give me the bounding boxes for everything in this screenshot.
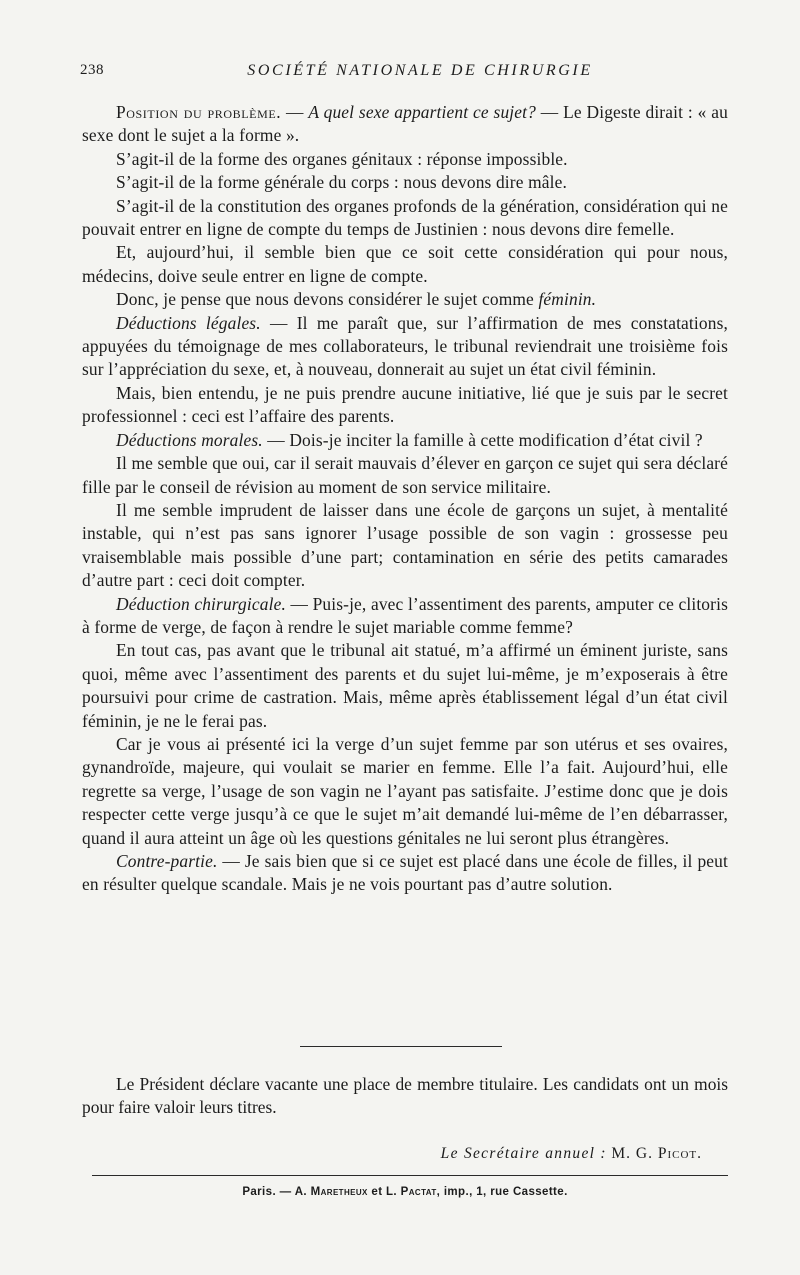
paragraph: Et, aujourd’hui, il semble bien que ce soit cette considération qui pour nous, médecins, doive seule entrer en ligne de compte. <box>82 242 728 286</box>
paragraph <box>82 101 728 148</box>
imprint-prefix: Paris. — A. <box>242 1186 311 1198</box>
italic-term: féminin. <box>538 289 597 310</box>
paragraph-text: — Le Digeste dirait : « au sexe dont le sujet a la forme ». <box>82 102 728 146</box>
paragraph: Il me semble que oui, car il serait mauvais d’élever en garçon ce sujet qui sera déclaré fille par le conseil de révision au moment de son service militaire. <box>82 453 728 497</box>
section-divider <box>300 1046 502 1047</box>
paragraph-text: — Dois-je inciter la famille à cette modification d’état civil ? <box>262 429 703 450</box>
paragraph <box>82 288 728 311</box>
paragraph: S’agit-il de la forme des organes génitaux : réponse impossible. <box>116 148 568 169</box>
paragraph <box>82 850 728 897</box>
paragraph <box>82 429 728 452</box>
footer-rule <box>92 1175 728 1176</box>
dash-separator: — <box>281 102 309 122</box>
signature-name: M. G. Picot. <box>611 1145 702 1162</box>
section-heading: Déductions morales. <box>116 429 263 450</box>
paragraph: S’agit-il de la constitution des organes profonds de la génération, considération qui ne pouvait entrer en ligne de compte du temps de Justinien : nous devons dire femelle. <box>82 195 728 240</box>
announcement <box>82 1073 728 1120</box>
running-title: SOCIÉTÉ NATIONALE DE CHIRURGIE <box>247 62 593 79</box>
italic-question: A quel sexe appartient ce sujet? <box>308 102 536 122</box>
body-text <box>82 101 728 897</box>
printer-imprint <box>82 1186 728 1198</box>
signature-role: Le Secrétaire annuel : <box>440 1145 607 1162</box>
running-header <box>80 62 720 86</box>
section-heading: Déductions légales. <box>116 312 261 333</box>
paragraph: Car je vous ai présenté ici la verge d’un sujet femme par son utérus et ses ovaires, gynandroïde, majeure, qui voulait se marier en femme. Elle l’a fait. Aujourd’hui, elle regrette sa verge, l’usage de son vagin ne l’ayant pas satisfaite. J’estime donc que je dois respecter cette verge jusqu’à ce que le sujet m’ait demandé lui-même de l’en débarrasser, quand il aura atteint un âge où les questions génitales ne lui seront plus étrangères. <box>82 733 728 848</box>
paragraph-text: — Il me paraît que, sur l’affirmation de mes constatations, appuyées du témoignage de mes collaborateurs, le tribunal reviendrait une troisième fois sur l’appréciation du sexe, et, à nouveau, donnerait au sujet un état civil féminin. <box>82 312 728 380</box>
section-heading: Position du problème. <box>116 102 282 122</box>
section-heading: Déduction chirurgicale. <box>116 593 286 614</box>
paragraph-text: Donc, je pense que nous devons considérer le sujet comme <box>116 289 539 310</box>
page-number: 238 <box>80 62 104 78</box>
paragraph-text: — Puis-je, avec l’assentiment des parents, amputer ce clitoris à forme de verge, de façon à rendre le sujet mariable comme femme? <box>82 593 728 637</box>
paragraph: S’agit-il de la forme générale du corps : nous devons dire mâle. <box>116 172 567 193</box>
paragraph: Mais, bien entendu, je ne puis prendre aucune initiative, lié que je suis par le secret professionnel : ceci est l’affaire des parents. <box>82 382 728 427</box>
imprint-printer-1: Maretheux <box>310 1186 368 1198</box>
section-heading: Contre-partie. <box>116 851 218 871</box>
paragraph-text: — Je sais bien que si ce sujet est placé dans une école de filles, il peut en résulter quelque scandale. Mais je ne vois pourtant pas d’autre solution. <box>82 851 728 895</box>
paragraph <box>82 312 728 382</box>
imprint-suffix: , imp., 1, rue Cassette. <box>436 1186 568 1198</box>
paragraph: En tout cas, pas avant que le tribunal ait statué, m’a affirmé un éminent juriste, sans quoi, même avec l’assentiment des parents et du sujet lui-même, je m’exposerais à être poursuivi pour crime de castration. Mais, même après établissement légal d’un état civil féminin, je ne le ferai pas. <box>82 640 728 731</box>
signature-line <box>82 1145 702 1163</box>
imprint-printer-2: Pactat <box>400 1186 437 1198</box>
imprint-middle: et L. <box>367 1186 401 1198</box>
announcement-text: Le Président déclare vacante une place de membre titulaire. Les candidats ont un mois pour faire valoir leurs titres. <box>82 1074 728 1118</box>
paragraph <box>82 593 728 640</box>
paragraph: Il me semble imprudent de laisser dans une école de garçons un sujet, à mentalité instable, qui n’est pas sans ignorer l’usage possible de son vagin : grossesse peu vraisemblable mais possible d’une part; contamination en série des petits camarades d’autre part : ceci doit compter. <box>82 499 728 591</box>
